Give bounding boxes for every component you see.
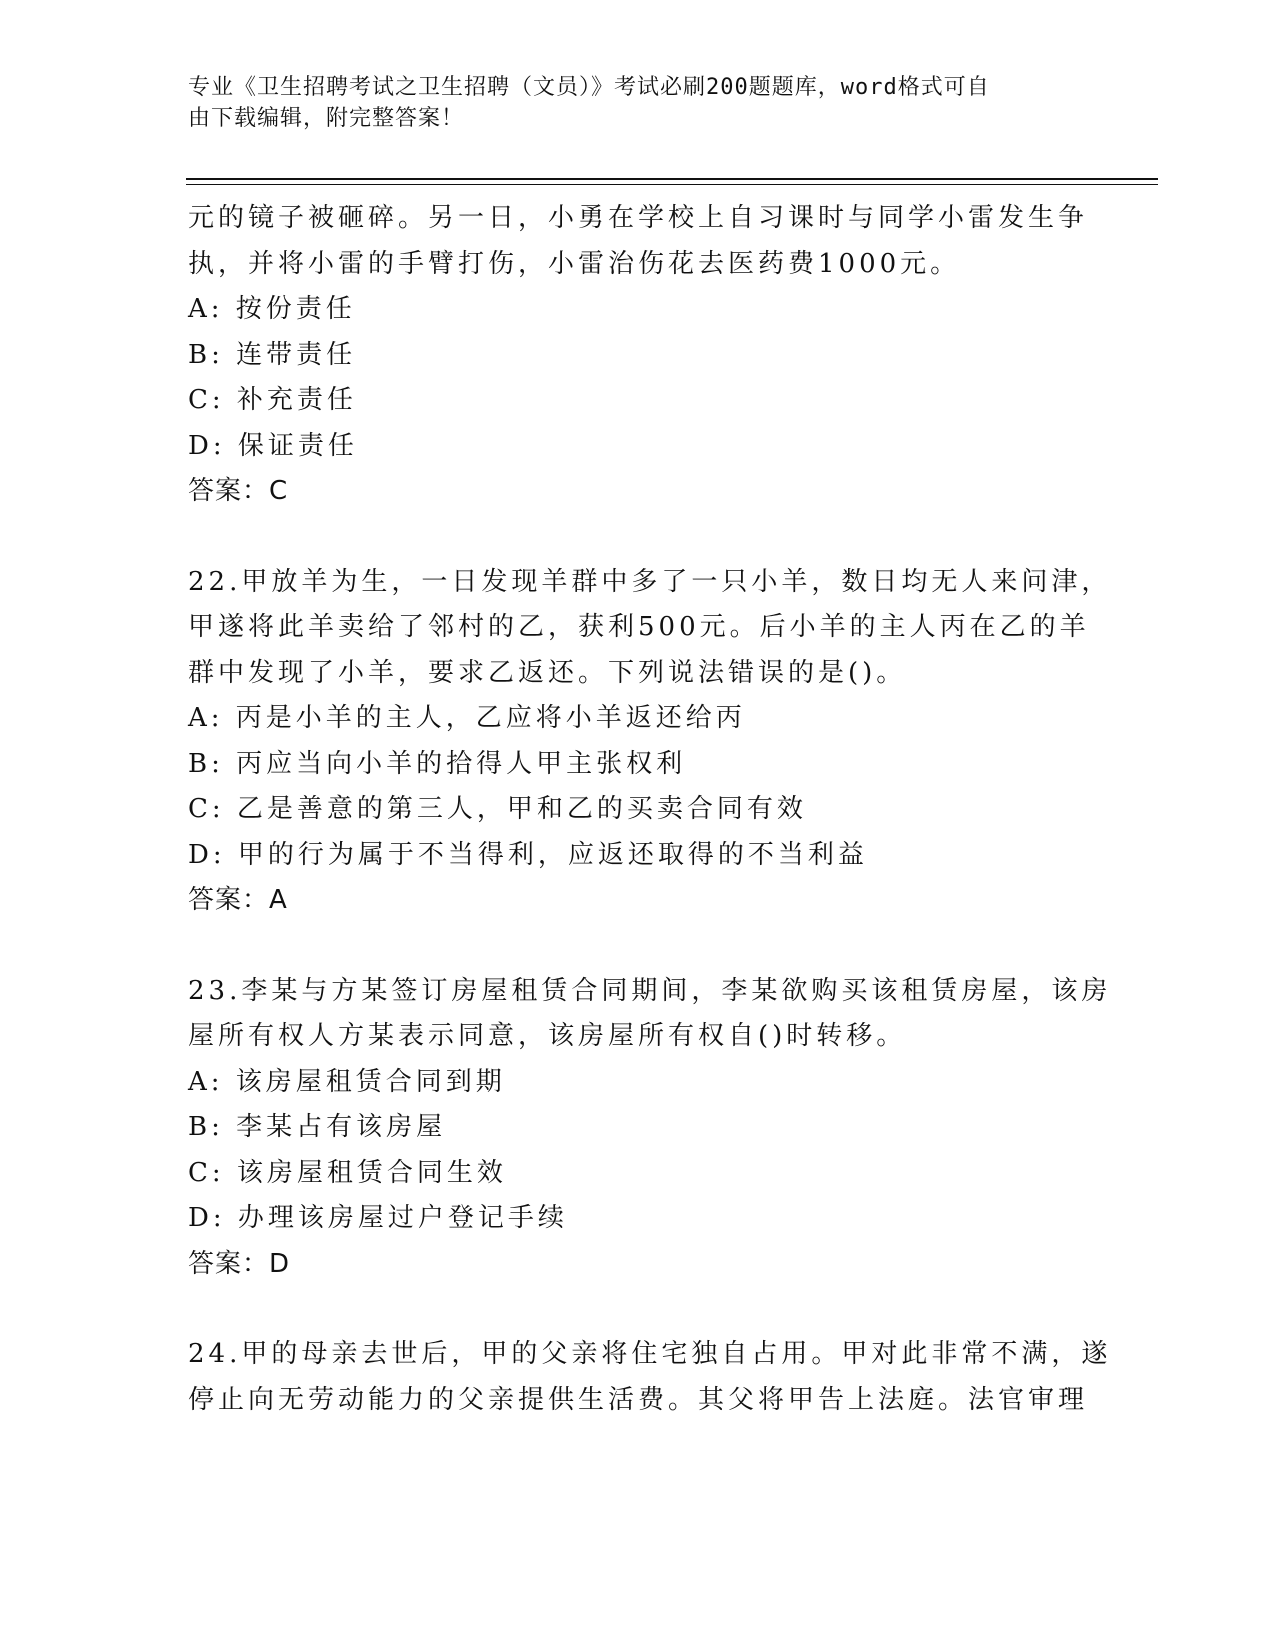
header-rule-thick bbox=[186, 178, 1158, 180]
header-line-1: 专业《卫生招聘考试之卫生招聘（文员）》考试必刷200题题库，word格式可自 bbox=[188, 75, 990, 100]
spacer bbox=[188, 924, 1088, 969]
question-text-line: 元的镜子被砸碎。另一日，小勇在学校上自习课时与同学小雷发生争 bbox=[188, 203, 1089, 233]
answer-line: 答案：A bbox=[188, 885, 288, 915]
option-a: A: 该房屋租赁合同到期 bbox=[188, 1066, 506, 1097]
option-c: C: 补充责任 bbox=[188, 385, 357, 415]
document-header bbox=[188, 72, 1068, 134]
option-b: B: 李某占有该房屋 bbox=[188, 1112, 447, 1142]
option-b: B: 连带责任 bbox=[188, 339, 357, 370]
header-line-2: 由下载编辑，附完整答案！ bbox=[188, 106, 465, 131]
option-d: D: 办理该房屋过户登记手续 bbox=[188, 1203, 568, 1233]
question-text-line: 停止向无劳动能力的父亲提供生活费。其父将甲告上法庭。法官审理 bbox=[188, 1384, 1089, 1415]
document-body bbox=[188, 196, 1112, 1423]
option-b: B: 丙应当向小羊的拾得人甲主张权利 bbox=[188, 748, 687, 779]
question-23 bbox=[188, 969, 1112, 1288]
question-24 bbox=[188, 1332, 1112, 1423]
question-continuation bbox=[188, 196, 1088, 515]
question-text-line: 23.李某与方某签订房屋租赁合同期间，李某欲购买该租赁房屋，该房 bbox=[188, 975, 1112, 1006]
question-text-line: 屋所有权人方某表示同意，该房屋所有权自()时转移。 bbox=[188, 1021, 907, 1051]
option-a: A: 丙是小羊的主人，乙应将小羊返还给丙 bbox=[188, 703, 746, 733]
answer-line: 答案：C bbox=[188, 476, 289, 506]
question-text-line: 24.甲的母亲去世后，甲的父亲将住宅独自占用。甲对此非常不满，遂 bbox=[188, 1339, 1112, 1369]
question-text-line: 执，并将小雷的手臂打伤，小雷治伤花去医药费1000元。 bbox=[188, 248, 961, 279]
question-text-line: 22.甲放羊为生，一日发现羊群中多了一只小羊，数日均无人来问津， bbox=[188, 566, 1112, 597]
question-22 bbox=[188, 560, 1112, 924]
question-text-line: 群中发现了小羊，要求乙返还。下列说法错误的是()。 bbox=[188, 657, 907, 688]
option-c: C: 乙是善意的第三人，甲和乙的买卖合同有效 bbox=[188, 794, 807, 824]
option-d: D: 保证责任 bbox=[188, 430, 358, 461]
spacer bbox=[188, 1287, 1088, 1332]
question-text-line: 甲遂将此羊卖给了邻村的乙，获利500元。后小羊的主人丙在乙的羊 bbox=[188, 612, 1090, 642]
option-a: A: 按份责任 bbox=[188, 294, 356, 324]
header-rule-thin bbox=[186, 184, 1158, 185]
answer-line: 答案：D bbox=[188, 1248, 291, 1279]
option-c: C: 该房屋租赁合同生效 bbox=[188, 1157, 507, 1188]
spacer bbox=[188, 515, 1088, 560]
option-d: D: 甲的行为属于不当得利，应返还取得的不当利益 bbox=[188, 839, 868, 870]
